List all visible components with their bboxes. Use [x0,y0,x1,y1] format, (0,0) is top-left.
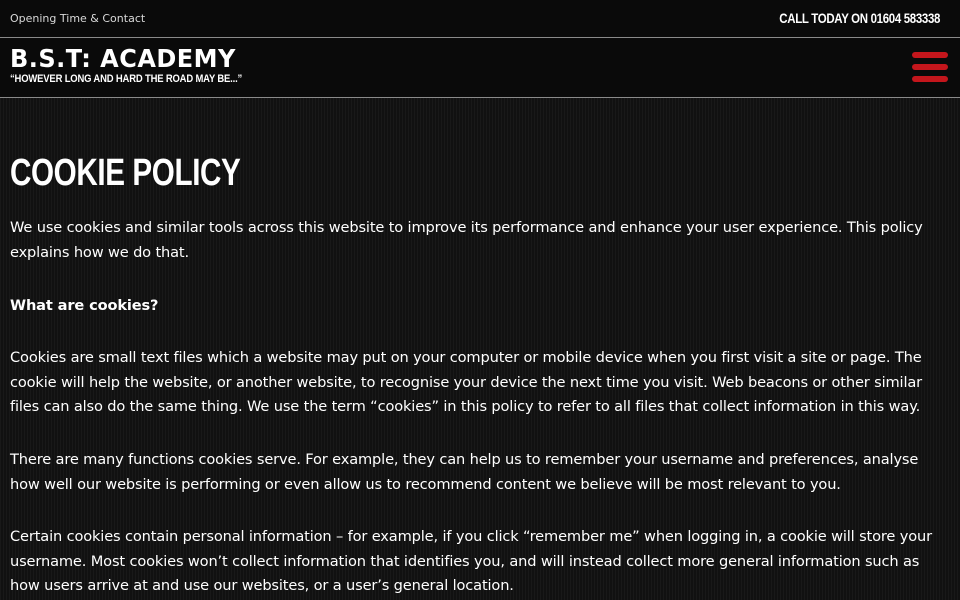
bst-academy-logo[interactable] [10,44,243,88]
site-header [0,38,960,98]
top-bar [0,0,960,38]
main-content [10,150,950,594]
menu-bar [912,52,948,58]
logo-tagline: “HOWEVER LONG AND HARD THE ROAD MAY BE...” [10,73,243,85]
call-today-phone[interactable]: CALL TODAY ON 01604 583338 [779,10,940,26]
section-heading: What are cookies? [10,297,159,314]
opening-time-contact-link[interactable]: Opening Time & Contact [10,12,146,25]
hamburger-menu-icon[interactable] [912,52,948,82]
body-paragraph: Cookies are small text files which a website may put on your computer or mobile device when you first visit a site or page. The cookie will help the website, or another website, to recognise your device the next time you visit. Web beacons or other similar files can also do the same thing. We use the term “cookies” in this policy to refer to all files that collect information in this way. [10,349,923,415]
menu-bar [912,76,948,82]
menu-bar [912,64,948,70]
logo-title: B.S.T: ACADEMY [10,44,236,73]
body-paragraph: There are many functions cookies serve. For example, they can help us to remember your username and preferences, analyse how well our website is performing or even allow us to recommend content we believe will be most relevant to you. [10,451,919,493]
page-title: COOKIE POLICY [10,152,241,194]
body-paragraph: Certain cookies contain personal information – for example, if you click “remember me” when logging in, a cookie will store your username. Most cookies won’t collect information that identifies you, and will instead collect more general information such as how users arrive at and use our websites, or a user’s general location. [10,528,932,594]
intro-paragraph: We use cookies and similar tools across this website to improve its performance and enhance your user experience. This policy explains how we do that. [10,219,923,261]
